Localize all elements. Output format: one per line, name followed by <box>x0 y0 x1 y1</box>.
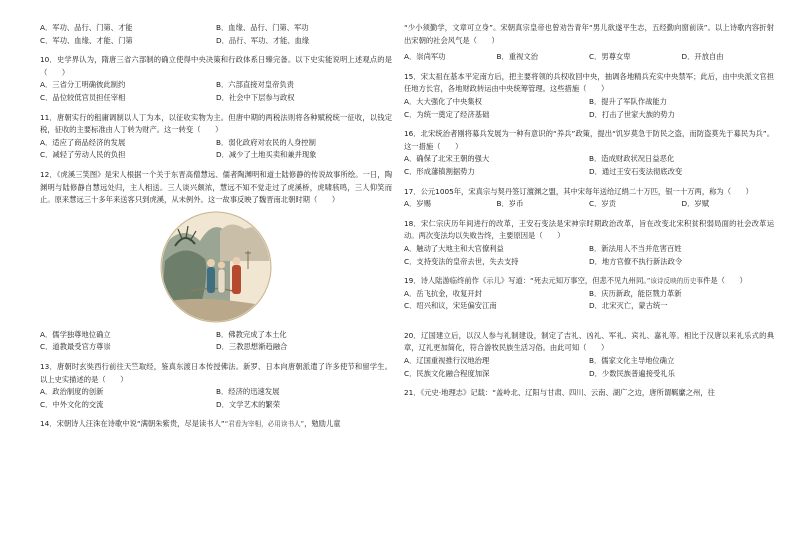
q13-option-c[interactable]: C．中外文化的交流 <box>40 399 104 409</box>
q11-option-a[interactable]: A．适应了商品经济的发展 <box>40 137 126 147</box>
q16-option-b[interactable]: B．造成财政状况日益恶化 <box>589 154 675 164</box>
q11-option-d[interactable]: D．减少了土地买卖和兼并现象 <box>216 150 317 160</box>
circular-painting-icon <box>160 211 272 323</box>
question-15 <box>404 71 774 121</box>
q10-option-a[interactable]: A．三省分工明确彼此制约 <box>40 80 126 90</box>
question-14 <box>40 418 392 431</box>
q15-option-c[interactable]: C．为统一奠定了经济基础 <box>404 109 490 119</box>
question-11 <box>40 112 392 162</box>
q17-option-d[interactable]: D．岁赋 <box>681 199 710 209</box>
q17-option-a[interactable]: A．岁赐 <box>404 199 431 209</box>
q14-continuation: “少小须勤学，文章可立身”。宋朝真宗皇帝也曾劝告青年“男儿欲遂平生志，五经勤向窗前读”。以上诗歌内容折射出宋朝的社会风气是（ ） <box>404 23 774 45</box>
tiger-creek-painting <box>40 211 392 323</box>
q10-option-b[interactable]: B．六部直接对皇帝负责 <box>216 80 294 90</box>
q14-stem-a: 14．宋朝诗人汪洙在诗歌中说“满朝朱紫贵，尽是读书人” <box>40 419 225 429</box>
q14-option-a[interactable]: A．崇尚军功 <box>404 52 446 62</box>
q16-option-a[interactable]: A．确保了北宋王朝的强大 <box>404 154 490 164</box>
question-18 <box>404 218 774 268</box>
q19-stem-italic: ”该诗反映的历史事 <box>646 277 704 286</box>
q12-option-d[interactable]: D．三教思想渐趋融合 <box>216 342 288 352</box>
q20-option-d[interactable]: D．少数民族普遍接受礼乐 <box>589 368 675 378</box>
q18-option-b[interactable]: B．新法用人不当并危害百姓 <box>589 243 682 253</box>
q19-option-a[interactable]: A．岳飞抗金，收复开封 <box>404 288 482 298</box>
q14-stem-italic: “君看为宰相，必用读书人” <box>224 420 305 429</box>
q9-option-d[interactable]: D．品行、军功、才能、血缘 <box>216 35 310 45</box>
q14-option-d[interactable]: D．开放自由 <box>681 52 724 62</box>
q13-option-a[interactable]: A．政治制度的创新 <box>40 387 104 397</box>
q11-stem: 11．唐朝实行的租庸调制以人丁为本，以征收实物为主。但唐中期的两税法则将各种赋税统一征收，以钱定税，征收的主要标准由人丁转为财产。这一转变（ ） <box>40 112 392 135</box>
q16-option-d[interactable]: D．通过王安石变法彻底改变 <box>589 166 683 176</box>
question-13 <box>40 361 392 411</box>
q13-option-d[interactable]: D．文学艺术的繁荣 <box>216 399 280 409</box>
question-21 <box>404 387 774 400</box>
q19-option-c[interactable]: C．绍兴和议，宋廷偏安江南 <box>404 301 497 311</box>
question-16 <box>404 128 774 178</box>
q17-option-c[interactable]: C．岁贡 <box>589 199 616 209</box>
q18-option-d[interactable]: D．地方官僚不执行新法政令 <box>589 256 683 266</box>
q17-option-b[interactable]: B．岁币 <box>496 199 524 209</box>
q9-options <box>40 22 392 47</box>
q20-stem: 20．辽国建立后，以汉人参与礼制建设，制定了吉礼、凶礼、军礼、宾礼、嘉礼等。相比于汉唐以来礼乐式的典章，辽礼更加简化，符合游牧民族生活习俗。由此可知（ ） <box>404 330 774 353</box>
question-14-continued <box>404 22 774 64</box>
right-column <box>404 22 774 403</box>
q10-option-c[interactable]: C．品位较低官员担任宰相 <box>40 92 126 102</box>
left-column <box>40 22 392 434</box>
q14-option-b[interactable]: B．重视文治 <box>496 52 538 62</box>
q13-stem: 13．唐朝时玄奘西行前往天竺取经，鉴真东渡日本传授佛法。新罗、日本向唐朝派遣了许多使节和留学生。以上史实描述的是（ ） <box>40 361 392 384</box>
q13-option-b[interactable]: B．经济的迅速发展 <box>216 387 280 397</box>
q19-option-d[interactable]: D．北宋灭亡，蒙古统一 <box>589 301 668 311</box>
q20-option-a[interactable]: A．辽国重视推行汉地治理 <box>404 356 490 366</box>
q10-stem: 10．史学界认为，隋唐三省六部制的确立使得中央决策和行政体系日臻完备。以下史实能说明上述观点的是（ ） <box>40 55 392 77</box>
q18-option-a[interactable]: A．触动了大地主和大官僚利益 <box>404 243 504 253</box>
q9-option-c[interactable]: C．军功、血缘、才能、门第 <box>40 35 133 45</box>
q15-option-b[interactable]: B．提升了军队作战能力 <box>589 96 667 106</box>
question-17 <box>404 186 774 211</box>
q19-option-b[interactable]: B．庆历新政，能臣戮力革新 <box>589 288 682 298</box>
q10-option-d[interactable]: D．社会中下层参与政权 <box>216 92 295 102</box>
q9-option-b[interactable]: B．血缘、品行、门第、军功 <box>216 23 309 32</box>
q21-stem: 21．《元史·地理志》记载：“盖岭北、辽阳与甘肃、四川、云南、湖广之边，唐所谓羁縻之州，往 <box>404 388 715 398</box>
question-10 <box>40 54 392 104</box>
question-19 <box>404 275 774 313</box>
question-20 <box>404 330 774 380</box>
q15-option-a[interactable]: A．大大强化了中央集权 <box>404 96 482 106</box>
q16-option-c[interactable]: C．形成藩镇割据势力 <box>404 166 475 176</box>
q14-stem <box>40 418 392 431</box>
q19-stem-a: 19．诗人陆游临终前作《示儿》写道：“死去元知万事空，但悲不见九州同。 <box>404 276 647 286</box>
q20-option-c[interactable]: C．民族文化融合程度加深 <box>404 368 490 378</box>
q11-option-b[interactable]: B．弱化政府对农民的人身控制 <box>216 137 316 147</box>
q16-stem: 16．北宋统治者刚将募兵发展为一种有意识的“养兵”政策，提出“饥岁莫急于防民之盗，而防盗莫先于募民为兵”。这一措施（ ） <box>404 129 774 151</box>
question-9 <box>40 22 392 47</box>
q17-stem: 17．公元1005年，宋真宗与契丹签订澶渊之盟，其中宋每年送给辽绢二十万匹，银一十万两，称为（ ） <box>404 186 753 196</box>
q14-stem-b: ，勉励儿童 <box>304 419 341 429</box>
q9-option-a[interactable]: A．军功、品行、门第、才能 <box>40 23 133 32</box>
q15-option-d[interactable]: D．打击了世家大族的势力 <box>589 109 675 119</box>
q12-option-c[interactable]: C．道教最受官方尊崇 <box>40 342 111 352</box>
q20-option-b[interactable]: B．儒家文化主导地位确立 <box>589 356 675 366</box>
q15-stem: 15．宋太祖在基本平定南方后，把主要将领的兵权收回中央，抽调各地精兵充实中央禁军；此后，由中央派文官担任地方长官，各地财政转运由中央统筹管理。这些措施（ ） <box>404 71 774 94</box>
q12-option-a[interactable]: A．儒学独尊地位确立 <box>40 329 111 339</box>
q12-stem: 12．《虎溪三笑图》是宋人根据一个关于东晋高僧慧远、儒者陶渊明和道士陆修静的传说故事所绘。一日，陶渊明与陆修静自慧远处归，主人相送。三人谈兴颇浓，慧远不知不觉走过了虎溪桥，虎啸骇鸣，三人仰笑而止。原来慧远三十多年来送客只到虎溪，从未例外。这一故事反映了魏晋南北朝时期（ ） <box>40 169 392 205</box>
q12-option-b[interactable]: B．佛教完成了本土化 <box>216 329 287 339</box>
q19-stem <box>404 275 774 288</box>
question-12 <box>40 169 392 354</box>
q19-stem-b: 件是（ ） <box>703 276 747 286</box>
q14-option-c[interactable]: C．男尊女卑 <box>589 52 631 62</box>
q18-stem: 18．宋仁宗庆历年间进行的改革，王安石变法是宋神宗时期政治改革，旨在改变北宋积贫积弱局面的社会改革运动。两次变法均以失败告终，主要原因是（ ） <box>404 218 774 241</box>
q11-option-c[interactable]: C．减轻了劳动人民的负担 <box>40 150 126 160</box>
q18-option-c[interactable]: C．支持变法的皇帝去世，失去支持 <box>404 256 519 266</box>
